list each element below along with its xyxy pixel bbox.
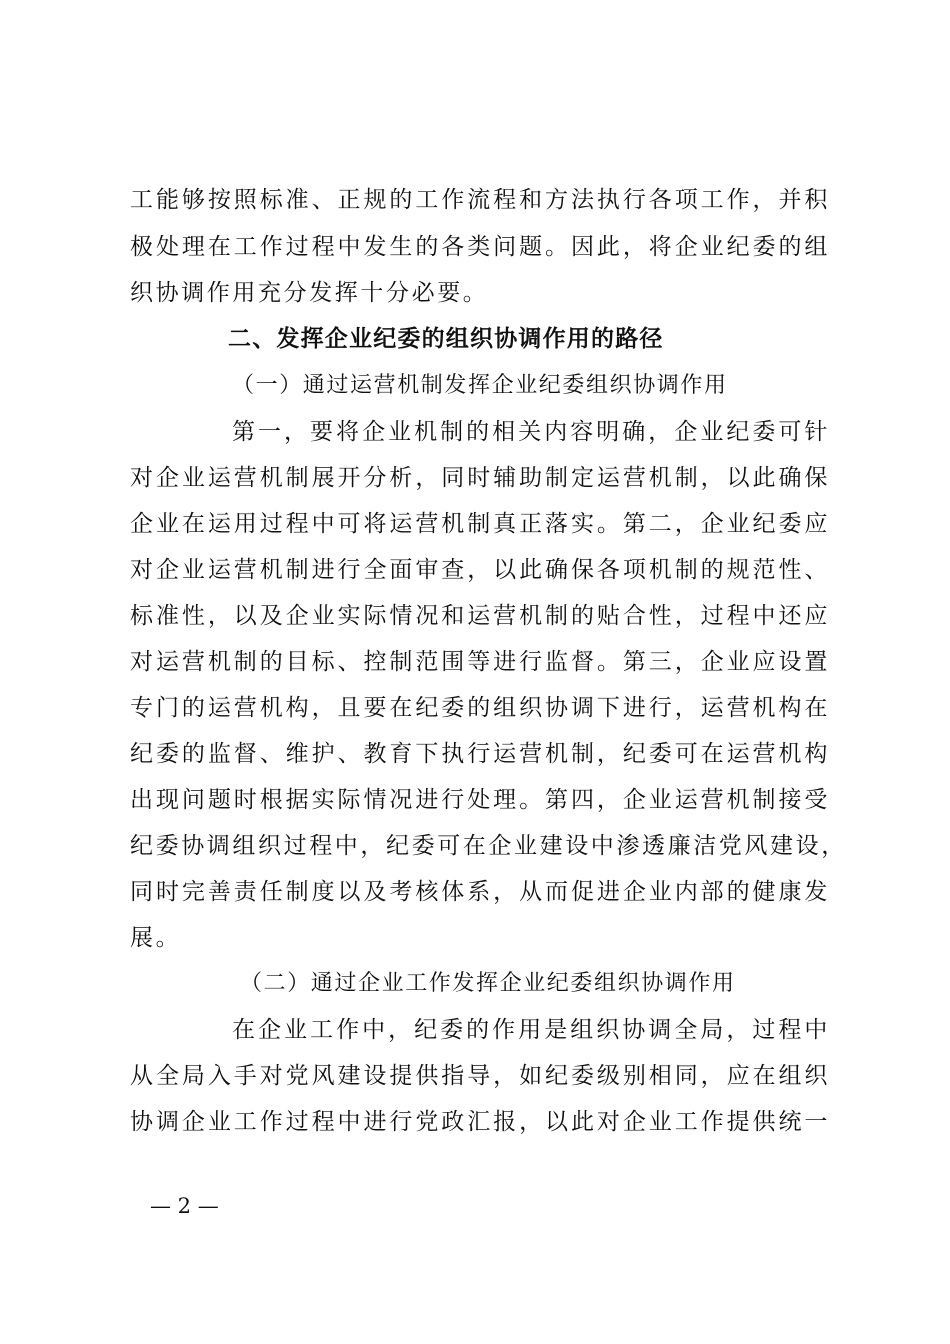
section-heading: 二、发挥企业纪委的组织协调作用的路径 <box>228 326 664 352</box>
body-text-line: 第一，要将企业机制的相关内容明确，企业纪委可针 <box>232 419 830 445</box>
body-text-line: 展。 <box>130 925 182 951</box>
page-number: — 2 — <box>150 1194 219 1218</box>
body-text-line: 纪委的监督、维护、教育下执行运营机制，纪委可在运营机构 <box>130 741 830 767</box>
body-text-line: 纪委协调组织过程中，纪委可在企业建设中渗透廉洁党风建设， <box>130 833 847 859</box>
subsection-heading-2: （二）通过企业工作发挥企业纪委组织协调作用 <box>240 971 736 996</box>
body-text-line: 标准性，以及企业实际情况和运营机制的贴合性，过程中还应 <box>130 603 830 629</box>
body-text-line: 从全局入手对党风建设提供指导，如纪委级别相同，应在组织 <box>130 1063 830 1089</box>
body-text-line: 协调企业工作过程中进行党政汇报，以此对企业工作提供统一 <box>130 1109 830 1135</box>
body-text-line: 对企业运营机制进行全面审查，以此确保各项机制的规范性、 <box>130 557 830 583</box>
body-text-line: 企业在运用过程中可将运营机制真正落实。第二，企业纪委应 <box>130 511 830 537</box>
body-text-line: 对运营机制的目标、控制范围等进行监督。第三，企业应设置 <box>130 649 830 675</box>
body-text-line: 在企业工作中，纪委的作用是组织协调全局，过程中 <box>232 1017 830 1043</box>
body-text-line: 工能够按照标准、正规的工作流程和方法执行各项工作，并积 <box>130 187 830 213</box>
body-text-line: 极处理在工作过程中发生的各类问题。因此，将企业纪委的组 <box>130 234 830 260</box>
body-text-line: 出现问题时根据实际情况进行处理。第四，企业运营机制接受 <box>130 787 830 813</box>
body-text-line: 专门的运营机构，且要在纪委的组织协调下进行，运营机构在 <box>130 695 830 721</box>
subsection-heading-1: （一）通过运营机制发挥企业纪委组织协调作用 <box>232 373 728 398</box>
body-text-line: 同时完善责任制度以及考核体系，从而促进企业内部的健康发 <box>130 879 830 905</box>
body-text-line: 织协调作用充分发挥十分必要。 <box>130 280 489 306</box>
body-text-line: 对企业运营机制展开分析，同时辅助制定运营机制，以此确保 <box>130 465 830 491</box>
